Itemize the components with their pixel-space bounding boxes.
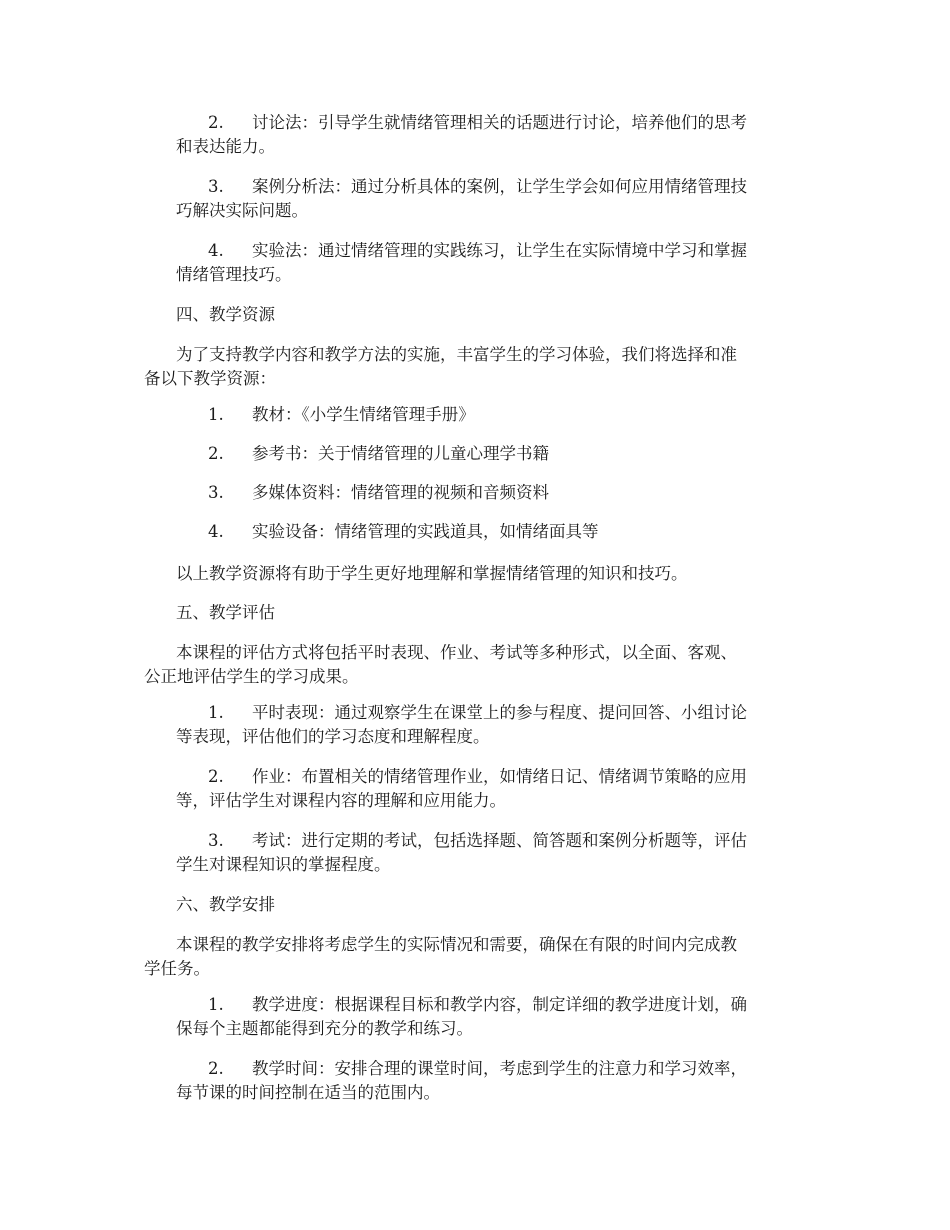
- list-item-text: 教材：《小学生情绪管理手册》: [252, 405, 475, 424]
- list-item-continuation: 学生对课程知识的掌握程度。: [176, 855, 391, 874]
- paragraph-line: 为了支持教学内容和教学方法的实施，丰富学生的学习体验，我们将选择和准: [176, 345, 737, 364]
- list-item-text: 教学进度：根据课程目标和教学内容，制定详细的教学进度计划，确: [252, 995, 747, 1014]
- paragraph-line: 本课程的评估方式将包括平时表现、作业、考试等多种形式，以全面、客观、: [176, 643, 737, 662]
- list-item-text: 实验设备：情绪管理的实践道具，如情绪面具等: [252, 522, 599, 541]
- section-heading: 四、教学资源: [176, 305, 275, 324]
- list-item-text: 平时表现：通过观察学生在课堂上的参与程度、提问回答、小组讨论: [252, 703, 747, 722]
- list-number: 4.: [208, 522, 224, 541]
- list-item-continuation: 巧解决实际问题。: [176, 201, 308, 220]
- paragraph-line: 备以下教学资源：: [144, 369, 276, 388]
- list-item-text: 案例分析法：通过分析具体的案例，让学生学会如何应用情绪管理技: [252, 177, 747, 196]
- paragraph-line: 本课程的教学安排将考虑学生的实际情况和需要，确保在有限的时间内完成教: [176, 935, 737, 954]
- list-item-text: 作业：布置相关的情绪管理作业，如情绪日记、情绪调节策略的应用: [252, 767, 747, 786]
- list-item-continuation: 等表现，评估他们的学习态度和理解程度。: [176, 727, 490, 746]
- list-number: 3.: [208, 831, 224, 850]
- section-heading: 五、教学评估: [176, 603, 275, 622]
- list-number: 1.: [208, 703, 224, 722]
- list-number: 1.: [208, 995, 224, 1014]
- paragraph-line: 以上教学资源将有助于学生更好地理解和掌握情绪管理的知识和技巧。: [176, 564, 688, 583]
- list-item-text: 多媒体资料：情绪管理的视频和音频资料: [252, 483, 549, 502]
- list-item-text: 参考书：关于情绪管理的儿童心理学书籍: [252, 444, 549, 463]
- list-number: 2.: [208, 767, 224, 786]
- list-item-continuation: 保每个主题都能得到充分的教学和练习。: [176, 1019, 473, 1038]
- list-number: 3.: [208, 177, 224, 196]
- section-heading: 六、教学安排: [176, 895, 275, 914]
- list-item-continuation: 和表达能力。: [176, 137, 275, 156]
- list-item-continuation: 每节课的时间控制在适当的范围内。: [176, 1083, 440, 1102]
- list-number: 2.: [208, 444, 224, 463]
- paragraph-line: 学任务。: [144, 959, 210, 978]
- list-number: 3.: [208, 483, 224, 502]
- list-number: 4.: [208, 241, 224, 260]
- list-item-continuation: 情绪管理技巧。: [176, 265, 292, 284]
- list-number: 2.: [208, 1059, 224, 1078]
- list-item-text: 实验法：通过情绪管理的实践练习，让学生在实际情境中学习和掌握: [252, 241, 747, 260]
- list-item-text: 讨论法：引导学生就情绪管理相关的话题进行讨论，培养他们的思考: [252, 113, 747, 132]
- list-number: 2.: [208, 113, 224, 132]
- list-number: 1.: [208, 405, 224, 424]
- paragraph-line: 公正地评估学生的学习成果。: [144, 667, 359, 686]
- list-item-text: 教学时间：安排合理的课堂时间，考虑到学生的注意力和学习效率，: [252, 1059, 747, 1078]
- list-item-continuation: 等，评估学生对课程内容的理解和应用能力。: [176, 791, 506, 810]
- list-item-text: 考试：进行定期的考试，包括选择题、简答题和案例分析题等，评估: [252, 831, 747, 850]
